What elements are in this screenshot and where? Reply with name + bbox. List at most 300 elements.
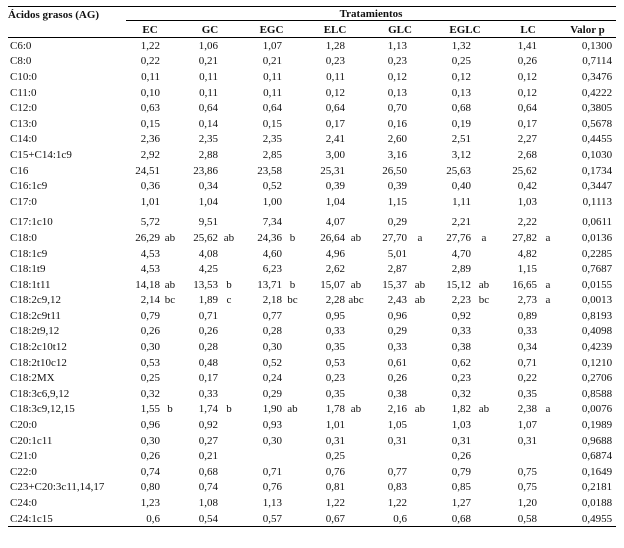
mean-value: 0,80 bbox=[140, 481, 160, 494]
mean-value: 0,79 bbox=[451, 465, 471, 478]
table-row bbox=[8, 355, 616, 371]
significance-letter bbox=[282, 246, 303, 262]
fatty-acid-name: C23+C20:3c11,14,17 bbox=[10, 481, 105, 494]
fatty-acid-name: C6:0 bbox=[10, 39, 32, 52]
mean-value: 1,15 bbox=[387, 195, 407, 208]
significance-letter bbox=[218, 355, 240, 371]
mean-value: 0,32 bbox=[451, 387, 471, 400]
mean-value: 1,20 bbox=[517, 497, 537, 510]
mean-value: 0,11 bbox=[199, 86, 218, 99]
mean-value: 4,08 bbox=[198, 247, 218, 260]
mean-value: 1,89 bbox=[198, 294, 218, 307]
mean-value: 26,50 bbox=[382, 164, 407, 177]
significance-letter bbox=[282, 324, 303, 340]
fatty-acid-name: C18:2c9t11 bbox=[10, 309, 61, 322]
p-value: 0,4222 bbox=[581, 86, 613, 99]
mean-value: 4,07 bbox=[325, 216, 345, 229]
mean-value: 0,33 bbox=[517, 325, 537, 338]
mean-value: 0,71 bbox=[198, 309, 218, 322]
mean-value: 1,05 bbox=[387, 419, 407, 432]
significance-letter bbox=[345, 495, 367, 511]
p-value: 0,3447 bbox=[581, 180, 613, 193]
significance-letter: bc bbox=[287, 294, 298, 307]
mean-value: 26,64 bbox=[320, 231, 345, 244]
significance-letter: ab bbox=[414, 278, 426, 291]
fatty-acid-name: C18:2c10t12 bbox=[10, 341, 67, 354]
fatty-acid-table bbox=[8, 6, 616, 527]
mean-value: 1,04 bbox=[198, 195, 218, 208]
mean-value: 0,75 bbox=[517, 481, 537, 494]
header-fatty-acids: Ácidos grasos (AG) bbox=[8, 7, 120, 23]
fatty-acid-table-container bbox=[8, 6, 616, 527]
significance-letter bbox=[407, 370, 433, 386]
mean-value: 0,92 bbox=[451, 309, 471, 322]
significance-letter: b bbox=[167, 403, 173, 416]
significance-letter bbox=[407, 194, 433, 210]
significance-letter bbox=[537, 215, 559, 231]
p-value: 0,0611 bbox=[582, 216, 613, 229]
p-value: 0,0013 bbox=[581, 294, 613, 307]
significance-letter: ab bbox=[287, 403, 298, 416]
mean-value: 0,77 bbox=[262, 309, 282, 322]
table-row bbox=[8, 370, 616, 386]
significance-letter bbox=[537, 178, 559, 194]
significance-letter bbox=[282, 215, 303, 231]
mean-value: 0,76 bbox=[325, 465, 345, 478]
mean-value: 0,16 bbox=[387, 117, 407, 130]
significance-letter bbox=[471, 100, 497, 116]
mean-value: 0,74 bbox=[198, 481, 218, 494]
mean-value: 0,93 bbox=[262, 419, 282, 432]
mean-value: 0,75 bbox=[517, 465, 537, 478]
significance-letter: a bbox=[417, 231, 423, 244]
mean-value: 0,34 bbox=[198, 180, 218, 193]
mean-value: 2,73 bbox=[517, 294, 537, 307]
column-header-p-value: Valor p bbox=[559, 22, 616, 38]
significance-letter bbox=[407, 386, 433, 402]
significance-letter: abc bbox=[348, 294, 364, 307]
fatty-acid-name: C10:0 bbox=[10, 70, 37, 83]
significance-letter bbox=[537, 132, 559, 148]
significance-letter bbox=[160, 246, 180, 262]
header-treatments bbox=[120, 7, 616, 23]
significance-letter bbox=[160, 433, 180, 449]
significance-letter: a bbox=[545, 403, 551, 416]
fatty-acid-name: C11:0 bbox=[10, 86, 37, 99]
significance-letter bbox=[218, 246, 240, 262]
mean-value: 25,31 bbox=[320, 164, 345, 177]
mean-value bbox=[367, 448, 407, 464]
mean-value: 0,92 bbox=[198, 419, 218, 432]
mean-value: 1,27 bbox=[451, 497, 471, 510]
mean-value: 2,35 bbox=[262, 133, 282, 146]
mean-value: 0,12 bbox=[517, 70, 537, 83]
mean-value: 0,35 bbox=[325, 387, 345, 400]
significance-letter bbox=[537, 147, 559, 163]
fatty-acid-name: C24:1c15 bbox=[8, 511, 120, 527]
mean-value: 0,17 bbox=[517, 117, 537, 130]
significance-letter bbox=[218, 163, 240, 179]
mean-value: 1,41 bbox=[517, 39, 537, 52]
significance-letter bbox=[282, 511, 303, 527]
mean-value: 0,23 bbox=[325, 55, 345, 68]
mean-value: 0,36 bbox=[140, 180, 160, 193]
mean-value: 2,92 bbox=[140, 148, 160, 161]
mean-value: 0,29 bbox=[262, 387, 282, 400]
significance-letter bbox=[160, 163, 180, 179]
significance-letter bbox=[471, 511, 497, 527]
significance-letter bbox=[282, 417, 303, 433]
mean-value: 2,89 bbox=[451, 263, 471, 276]
mean-value: 0,10 bbox=[140, 86, 160, 99]
significance-letter bbox=[218, 324, 240, 340]
mean-value: 0,30 bbox=[140, 341, 160, 354]
mean-value: 0,11 bbox=[326, 70, 345, 83]
significance-letter bbox=[537, 194, 559, 210]
column-header-gc: GC bbox=[180, 22, 240, 38]
significance-letter bbox=[160, 85, 180, 101]
mean-value: 0,17 bbox=[198, 372, 218, 385]
mean-value: 0,13 bbox=[387, 86, 407, 99]
fatty-acid-name: C13:0 bbox=[10, 117, 37, 130]
significance-letter bbox=[345, 147, 367, 163]
mean-value: 0,61 bbox=[387, 356, 407, 369]
significance-letter bbox=[218, 116, 240, 132]
significance-letter bbox=[160, 495, 180, 511]
significance-letter bbox=[407, 433, 433, 449]
significance-letter bbox=[345, 308, 367, 324]
significance-letter: ab bbox=[164, 231, 176, 244]
mean-value: 0,33 bbox=[198, 387, 218, 400]
significance-letter bbox=[407, 324, 433, 340]
significance-letter bbox=[407, 495, 433, 511]
fatty-acid-name: C18:1t11 bbox=[10, 278, 51, 291]
mean-value: 1,55 bbox=[140, 403, 160, 416]
significance-letter bbox=[218, 308, 240, 324]
significance-letter: b bbox=[226, 278, 232, 291]
mean-value: 0,11 bbox=[141, 70, 160, 83]
significance-letter bbox=[407, 417, 433, 433]
mean-value: 0,33 bbox=[387, 341, 407, 354]
mean-value: 0,83 bbox=[387, 481, 407, 494]
mean-value: 2,18 bbox=[262, 294, 282, 307]
mean-value: 0,12 bbox=[387, 70, 407, 83]
mean-value: 0,26 bbox=[198, 325, 218, 338]
p-value: 0,9688 bbox=[581, 434, 613, 447]
significance-letter bbox=[537, 339, 559, 355]
fatty-acid-name: C18:2t9,12 bbox=[10, 325, 60, 338]
significance-letter bbox=[218, 132, 240, 148]
mean-value: 0,21 bbox=[262, 55, 282, 68]
mean-value: 0,11 bbox=[199, 70, 218, 83]
table-row bbox=[8, 261, 616, 277]
significance-letter bbox=[537, 433, 559, 449]
significance-letter bbox=[282, 370, 303, 386]
mean-value: 27,76 bbox=[446, 231, 471, 244]
significance-letter bbox=[407, 85, 433, 101]
mean-value: 0,54 bbox=[180, 511, 218, 527]
mean-value: 2,51 bbox=[451, 133, 471, 146]
significance-letter bbox=[345, 355, 367, 371]
mean-value: 0,39 bbox=[325, 180, 345, 193]
significance-letter bbox=[218, 495, 240, 511]
significance-letter bbox=[471, 355, 497, 371]
significance-letter bbox=[345, 370, 367, 386]
significance-letter bbox=[345, 54, 367, 70]
mean-value: 0,28 bbox=[198, 341, 218, 354]
mean-value: 0,29 bbox=[387, 216, 407, 229]
table-row bbox=[8, 230, 616, 246]
significance-letter bbox=[160, 386, 180, 402]
significance-letter bbox=[160, 448, 180, 464]
significance-letter bbox=[471, 69, 497, 85]
significance-letter bbox=[345, 386, 367, 402]
mean-value: 0,21 bbox=[198, 450, 218, 463]
significance-letter bbox=[345, 85, 367, 101]
table-row bbox=[8, 100, 616, 116]
mean-value: 0,62 bbox=[451, 356, 471, 369]
significance-letter: c bbox=[226, 294, 232, 307]
significance-letter bbox=[160, 116, 180, 132]
table-row bbox=[8, 448, 616, 464]
p-value: 0,4239 bbox=[581, 341, 613, 354]
mean-value: 0,26 bbox=[140, 450, 160, 463]
mean-value: 1,03 bbox=[451, 419, 471, 432]
mean-value: 2,35 bbox=[198, 133, 218, 146]
significance-letter bbox=[282, 261, 303, 277]
table-row bbox=[8, 339, 616, 355]
fatty-acid-name: C18:1c9 bbox=[10, 247, 48, 260]
fatty-acid-name: C17:1c10 bbox=[10, 216, 53, 229]
p-value: 0,8588 bbox=[581, 387, 613, 400]
mean-value: 9,51 bbox=[198, 216, 218, 229]
mean-value: 3,00 bbox=[325, 148, 345, 161]
mean-value: 0,96 bbox=[140, 419, 160, 432]
significance-letter bbox=[282, 54, 303, 70]
significance-letter bbox=[282, 194, 303, 210]
p-value: 0,7687 bbox=[581, 263, 613, 276]
mean-value: 2,16 bbox=[387, 403, 407, 416]
p-value: 0,4955 bbox=[559, 511, 616, 527]
significance-letter bbox=[218, 54, 240, 70]
significance-letter bbox=[407, 116, 433, 132]
table-row bbox=[8, 116, 616, 132]
table-row bbox=[8, 464, 616, 480]
significance-letter bbox=[407, 261, 433, 277]
significance-letter: a bbox=[481, 231, 487, 244]
mean-value: 0,29 bbox=[387, 325, 407, 338]
mean-value: 2,60 bbox=[387, 133, 407, 146]
significance-letter bbox=[407, 464, 433, 480]
mean-value: 0,15 bbox=[140, 117, 160, 130]
p-value: 0,0188 bbox=[581, 497, 613, 510]
mean-value: 4,82 bbox=[517, 247, 537, 260]
mean-value: 0,96 bbox=[387, 309, 407, 322]
fatty-acid-name: C21:0 bbox=[10, 450, 37, 463]
mean-value: 2,21 bbox=[451, 216, 471, 229]
mean-value: 0,25 bbox=[451, 55, 471, 68]
significance-letter bbox=[345, 38, 367, 54]
significance-letter bbox=[471, 147, 497, 163]
significance-letter bbox=[345, 339, 367, 355]
mean-value: 1,22 bbox=[140, 39, 160, 52]
significance-letter bbox=[471, 116, 497, 132]
significance-letter bbox=[537, 480, 559, 496]
significance-letter bbox=[218, 339, 240, 355]
table-row bbox=[8, 277, 616, 293]
mean-value: 5,01 bbox=[387, 247, 407, 260]
significance-letter bbox=[537, 308, 559, 324]
significance-letter bbox=[282, 100, 303, 116]
mean-value: 15,07 bbox=[320, 278, 345, 291]
significance-letter bbox=[471, 178, 497, 194]
table-row bbox=[8, 69, 616, 85]
significance-letter bbox=[282, 38, 303, 54]
significance-letter bbox=[471, 132, 497, 148]
mean-value: 1,74 bbox=[198, 403, 218, 416]
fatty-acid-name: C18:3c6,9,12 bbox=[10, 387, 70, 400]
mean-value: 13,53 bbox=[193, 278, 218, 291]
mean-value: 27,82 bbox=[512, 231, 537, 244]
significance-letter bbox=[407, 448, 433, 464]
mean-value: 0,58 bbox=[497, 511, 537, 527]
significance-letter bbox=[471, 324, 497, 340]
column-header-lc: LC bbox=[497, 22, 559, 38]
mean-value: 2,41 bbox=[325, 133, 345, 146]
fatty-acid-name: C16 bbox=[10, 164, 29, 177]
table-row bbox=[8, 178, 616, 194]
significance-letter bbox=[471, 448, 497, 464]
mean-value: 2,36 bbox=[140, 133, 160, 146]
mean-value: 2,14 bbox=[140, 294, 160, 307]
significance-letter bbox=[345, 194, 367, 210]
mean-value: 3,12 bbox=[451, 148, 471, 161]
significance-letter bbox=[218, 448, 240, 464]
mean-value: 1,28 bbox=[325, 39, 345, 52]
table-row bbox=[8, 246, 616, 262]
mean-value: 2,27 bbox=[517, 133, 537, 146]
mean-value: 0,38 bbox=[387, 387, 407, 400]
table-row bbox=[8, 433, 616, 449]
p-value: 0,2285 bbox=[581, 247, 613, 260]
significance-letter bbox=[407, 339, 433, 355]
significance-letter bbox=[537, 261, 559, 277]
significance-letter bbox=[407, 511, 433, 527]
fatty-acid-name: C18:2MX bbox=[10, 372, 55, 385]
significance-letter: bc bbox=[478, 294, 490, 307]
significance-letter bbox=[160, 324, 180, 340]
mean-value: 0,6 bbox=[120, 511, 160, 527]
significance-letter bbox=[282, 448, 303, 464]
significance-letter: b bbox=[226, 403, 232, 416]
fatty-acid-name: C18:3c9,12,15 bbox=[10, 403, 75, 416]
mean-value: 0,38 bbox=[451, 341, 471, 354]
table-row bbox=[8, 132, 616, 148]
mean-value: 1,15 bbox=[517, 263, 537, 276]
p-value: 0,0155 bbox=[581, 278, 613, 291]
significance-letter bbox=[537, 370, 559, 386]
p-value: 0,4098 bbox=[581, 325, 613, 338]
mean-value: 2,87 bbox=[387, 263, 407, 276]
mean-value: 0,31 bbox=[325, 434, 345, 447]
mean-value: 0,53 bbox=[325, 356, 345, 369]
significance-letter bbox=[218, 511, 240, 527]
significance-letter bbox=[282, 386, 303, 402]
significance-letter bbox=[537, 355, 559, 371]
mean-value: 1,03 bbox=[517, 195, 537, 208]
significance-letter bbox=[282, 355, 303, 371]
significance-letter bbox=[537, 85, 559, 101]
significance-letter bbox=[218, 85, 240, 101]
significance-letter bbox=[345, 69, 367, 85]
significance-letter bbox=[407, 480, 433, 496]
table-row bbox=[8, 480, 616, 496]
significance-letter bbox=[282, 308, 303, 324]
significance-letter: b bbox=[289, 278, 296, 291]
significance-letter: ab bbox=[414, 294, 426, 307]
significance-letter bbox=[282, 69, 303, 85]
mean-value: 0,13 bbox=[451, 86, 471, 99]
significance-letter bbox=[345, 261, 367, 277]
significance-letter bbox=[471, 480, 497, 496]
significance-letter bbox=[160, 132, 180, 148]
mean-value: 0,11 bbox=[263, 86, 282, 99]
mean-value: 0,22 bbox=[517, 372, 537, 385]
significance-letter bbox=[160, 417, 180, 433]
significance-letter bbox=[345, 433, 367, 449]
p-value: 0,3476 bbox=[581, 70, 613, 83]
significance-letter bbox=[160, 308, 180, 324]
mean-value: 0,85 bbox=[451, 481, 471, 494]
significance-letter bbox=[160, 339, 180, 355]
mean-value: 5,72 bbox=[140, 216, 160, 229]
mean-value: 2,38 bbox=[517, 403, 537, 416]
mean-value: 0,40 bbox=[451, 180, 471, 193]
significance-letter bbox=[160, 54, 180, 70]
mean-value: 0,32 bbox=[140, 387, 160, 400]
fatty-acid-name: C16:1c9 bbox=[10, 180, 48, 193]
mean-value: 0,27 bbox=[198, 434, 218, 447]
significance-letter bbox=[537, 163, 559, 179]
significance-letter bbox=[218, 464, 240, 480]
column-header-elc: ELC bbox=[303, 22, 367, 38]
mean-value: 0,52 bbox=[262, 180, 282, 193]
significance-letter: ab bbox=[414, 403, 426, 416]
p-value: 0,1300 bbox=[581, 39, 613, 52]
mean-value: 24,36 bbox=[257, 231, 282, 244]
fatty-acid-name: C20:0 bbox=[10, 419, 37, 432]
significance-letter bbox=[345, 417, 367, 433]
mean-value: 0,35 bbox=[517, 387, 537, 400]
mean-value: 2,88 bbox=[198, 148, 218, 161]
mean-value: 0,19 bbox=[451, 117, 471, 130]
table-row bbox=[8, 511, 616, 527]
significance-letter bbox=[537, 116, 559, 132]
significance-letter bbox=[471, 370, 497, 386]
mean-value: 4,96 bbox=[325, 247, 345, 260]
p-value: 0,3805 bbox=[581, 102, 613, 115]
mean-value: 0,30 bbox=[140, 434, 160, 447]
significance-letter bbox=[218, 261, 240, 277]
fatty-acid-name: C15+C14:1c9 bbox=[10, 148, 72, 161]
mean-value: 0,24 bbox=[262, 372, 282, 385]
mean-value: 0,30 bbox=[262, 341, 282, 354]
mean-value: 1,23 bbox=[140, 497, 160, 510]
significance-letter bbox=[471, 38, 497, 54]
fatty-acid-name: C18:2c9,12 bbox=[10, 294, 62, 307]
mean-value: 0,14 bbox=[198, 117, 218, 130]
significance-letter bbox=[218, 194, 240, 210]
